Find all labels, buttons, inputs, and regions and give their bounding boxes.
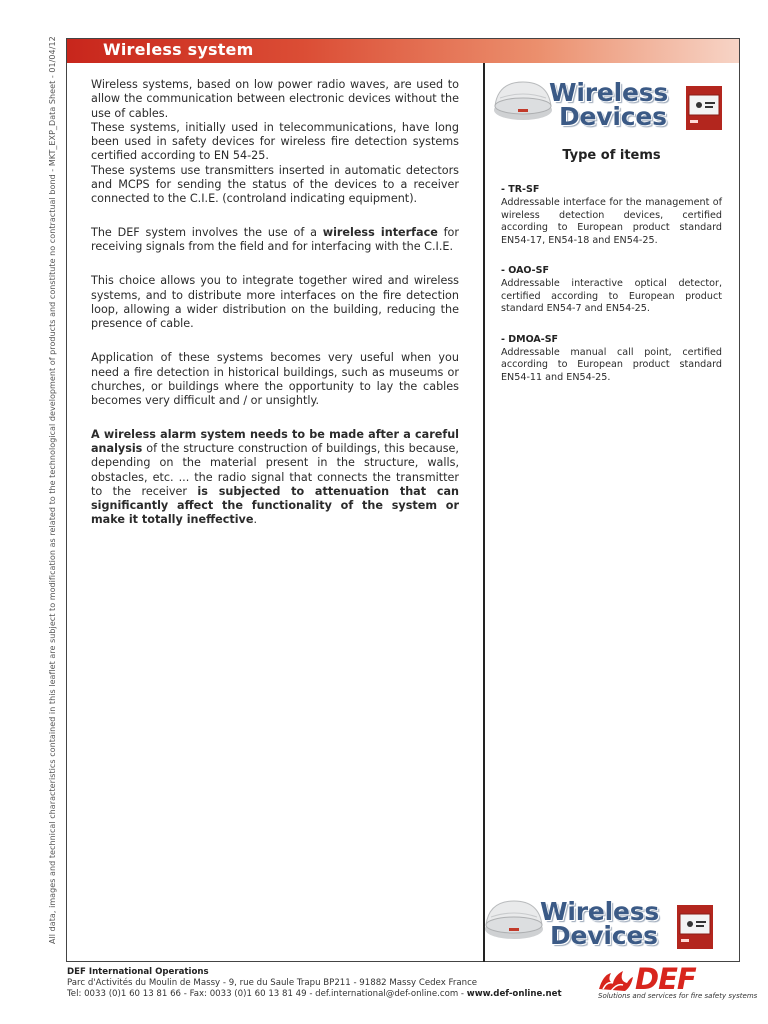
item-oao-sf xyxy=(501,264,722,316)
disclaimer-vertical-text: All data, images and technical characteristics contained in this leaflet are subject to modification as related to the technological development of products and constitute no contractual bond - MKT_EXP_Data Sheet - 01/04/12 xyxy=(48,36,57,944)
wireless-devices-banner-bottom xyxy=(483,895,711,953)
type-of-items-heading: Type of items xyxy=(562,148,661,163)
paragraph-application: Application of these systems becomes very useful when you need a fire detection in historical buildings, such as museums or churches, or buildings where the opportunity to lay the cables becomes very difficult and / or unsightly. xyxy=(91,351,459,408)
items-column xyxy=(501,76,722,401)
item-description: Addressable interactive optical detector, certified according to European product standard EN54-7 and EN54-25. xyxy=(501,278,722,314)
call-point-image xyxy=(677,905,713,949)
section-title: Wireless system xyxy=(103,40,254,59)
call-point-image xyxy=(686,86,722,130)
item-dmoa-sf xyxy=(501,333,722,385)
paragraph-telecom: These systems, initially used in telecommunications, have long been used in safety devices for wireless fire detection systems certified according to EN 54-25. xyxy=(91,120,459,163)
banner-word-wireless: Wireless xyxy=(549,78,669,107)
footer-address: Parc d'Activités du Moulin de Massy - 9, rue du Saule Trapu BP211 - 91882 Massy Cedex France xyxy=(67,978,478,988)
paragraph-integration: This choice allows you to integrate together wired and wireless systems, and to distribute more interfaces on the fire detection loop, allowing a wider distribution on the building, reducing the presence of cable. xyxy=(91,274,459,331)
banner-word-devices: Devices xyxy=(559,102,667,131)
footer-contact xyxy=(67,967,562,1000)
logo-tagline: Solutions and services for fire safety systems xyxy=(598,992,758,1000)
footer-website-link[interactable]: www.def-online.net xyxy=(466,989,562,999)
flame-icon xyxy=(597,969,635,993)
item-name: - DMOA-SF xyxy=(501,333,559,345)
item-name: - TR-SF xyxy=(501,184,540,195)
smoke-detector-image xyxy=(483,897,545,943)
item-description: Addressable interface for the management of wireless detection devices, certified according to European product standard EN54-17, EN54-18 and EN54-25. xyxy=(501,197,722,246)
column-divider xyxy=(483,63,485,962)
smoke-detector-image xyxy=(492,78,554,124)
banner-word-wireless: Wireless xyxy=(540,897,660,926)
item-description: Addressable manual call point, certified according to European product standard EN54-11 and EN54-25. xyxy=(501,346,722,383)
item-tr-sf xyxy=(501,183,722,247)
banner-word-devices: Devices xyxy=(550,921,658,950)
description-column xyxy=(91,78,459,528)
paragraph-def-system: The DEF system involves the use of a wireless interface for receiving signals from the field and for interfacing with the C.I.E. xyxy=(91,225,459,253)
logo-wordmark: DEF xyxy=(635,962,696,996)
paragraph-warning: A wireless alarm system needs to be made after a careful analysis of the structure construction of buildings, this because, depending on the material present in the structure, walls, obstacles, etc. ... the radio signal that connects the transmitter to the receiver is subjected to attenuation that can significantly affect the functionality of the system or make it totally ineffective. xyxy=(91,427,459,527)
footer-company: DEF International Operations xyxy=(67,967,209,977)
item-name: - OAO-SF xyxy=(501,265,549,276)
paragraph-transmitters: These systems use transmitters inserted in automatic detectors and MCPS for sending the status of the devices to a receiver connected to the C.I.E. (controland indicating equipment). xyxy=(91,163,459,206)
paragraph-intro: Wireless systems, based on low power radio waves, are used to allow the communication between electronic devices without the use of cables. xyxy=(91,78,459,120)
wireless-devices-banner xyxy=(492,76,720,134)
footer-contact-line: Tel: 0033 (0)1 60 13 81 66 - Fax: 0033 (0)1 60 13 81 49 - def.international@def-online.com - www.def-online.net xyxy=(67,989,562,999)
def-logo xyxy=(595,962,758,1002)
section-title-bar xyxy=(67,39,739,63)
